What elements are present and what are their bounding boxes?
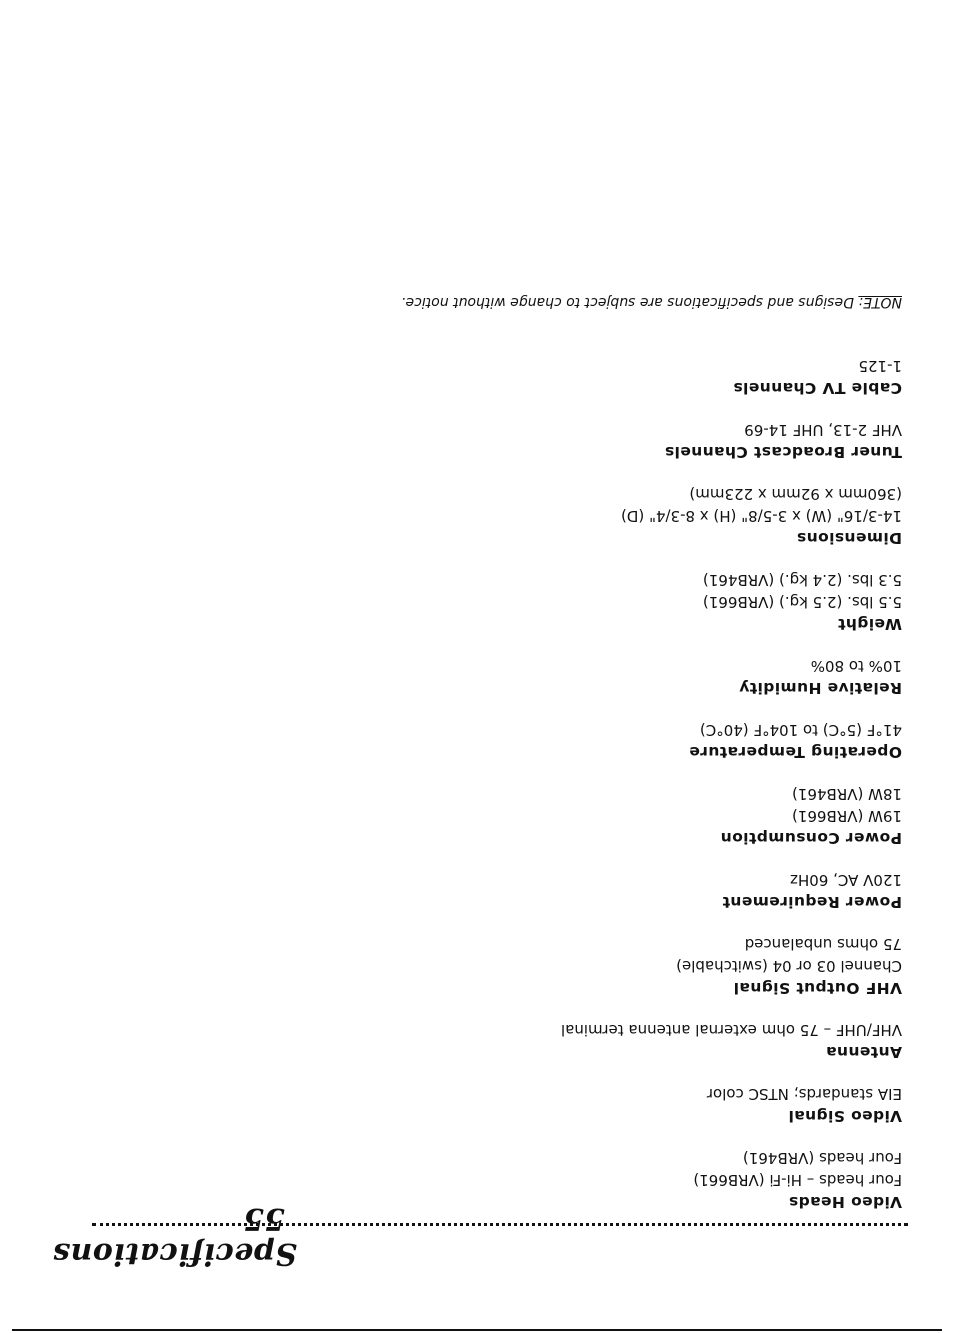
spec-label: Weight: [837, 615, 902, 633]
note-lead: NOTE:: [858, 294, 902, 310]
spec-value: 120V AC, 60Hz: [790, 871, 902, 889]
spec-value: Channel 03 or 04 (switchable): [676, 957, 902, 975]
spec-label: Operating Temperature: [688, 743, 902, 761]
spec-value: 1-125: [858, 357, 902, 375]
spec-tuner-broadcast-channels: [82, 419, 902, 463]
spec-vhf-output-signal: [82, 933, 902, 999]
top-rule: [12, 1329, 942, 1331]
spec-label: Tuner Broadcast Channels: [664, 443, 902, 461]
spec-value: Four heads – Hi-Fi (VRB661): [693, 1171, 902, 1189]
spec-antenna: [82, 1019, 902, 1063]
spec-video-heads: [82, 1147, 902, 1213]
page-title: Specifications: [52, 1236, 297, 1271]
spec-label: Power Consumption: [720, 829, 902, 847]
spec-value: 18W (VRB461): [792, 785, 902, 803]
page-header: [0, 1201, 297, 1271]
note-text: Designs and specifications are subject to change without notice.: [401, 294, 859, 310]
spec-video-signal: [82, 1083, 902, 1127]
spec-relative-humidity: [82, 655, 902, 699]
spec-value: 10% to 80%: [810, 657, 902, 675]
spec-label: Video Heads: [788, 1193, 902, 1211]
spec-value: 14-3/16" (W) x 3-5/8" (H) x 8-3/4" (D): [621, 507, 902, 525]
spec-list: [82, 335, 902, 1213]
spec-power-requirement: [82, 869, 902, 913]
spec-operating-temperature: [82, 719, 902, 763]
spec-label: VHF Output Signal: [733, 979, 902, 997]
disclaimer-note: [401, 294, 902, 310]
spec-label: Antenna: [825, 1043, 902, 1061]
spec-value: 19W (VRB661): [792, 807, 902, 825]
spec-label: Cable TV Channels: [733, 379, 902, 397]
spec-value: VHF/UHF – 75 ohm external antenna terminal: [561, 1021, 902, 1039]
spec-value: 75 ohms unbalanced: [744, 935, 902, 953]
spec-value: 41°F (5°C) to 104°F (40°C): [699, 721, 902, 739]
spec-cable-tv-channels: [82, 355, 902, 399]
spec-weight: [82, 569, 902, 635]
spec-label: Dimensions: [796, 529, 902, 547]
spec-value: 5.3 lbs. (2.4 kg.) (VRB461): [702, 571, 902, 589]
spec-value: EIA standards; NTSC color: [706, 1085, 902, 1103]
page-number: 55: [243, 1201, 285, 1236]
spec-value: 5.5 lbs. (2.5 kg.) (VRB661): [702, 593, 902, 611]
spec-dimensions: [82, 483, 902, 549]
spec-label: Relative Humidity: [738, 679, 902, 697]
spec-label: Power Requirement: [722, 893, 902, 911]
spec-power-consumption: [82, 783, 902, 849]
spec-label: Video Signal: [788, 1107, 902, 1125]
spec-value: (360mm x 92mm x 223mm): [689, 485, 902, 503]
spec-value: VHF 2-13, UHF 14-69: [744, 421, 902, 439]
dotted-divider: [92, 1223, 908, 1226]
spec-value: Four heads (VRB461): [742, 1149, 902, 1167]
